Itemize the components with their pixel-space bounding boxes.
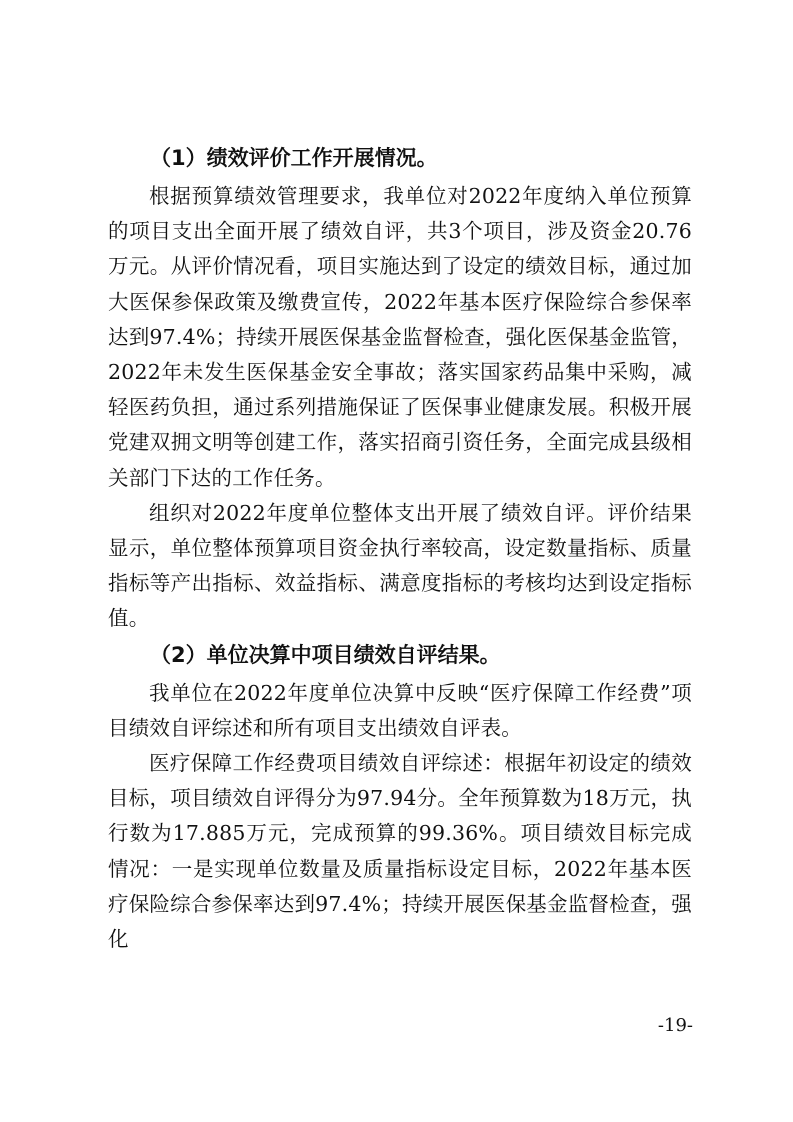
paragraph-4: 医疗保障工作经费项目绩效自评综述：根据年初设定的绩效目标，项目绩效自评得分为97.94分。全年预算数为18万元，执行数为17.885万元，完成预算的99.36%。项目绩效目标完成情况：一是实现单位数量及质量指标设定目标，2022年基本医疗保险综合参保率达到97.4%；持续开展医保基金监督检查，强化 [108,751,692,952]
section-heading-2: （2）单位决算中项目绩效自评结果。 [150,642,501,667]
paragraph-1: 根据预算绩效管理要求，我单位对2022年度纳入单位预算的项目支出全面开展了绩效自评，共3个项目，涉及资金20.76万元。从评价情况看，项目实施达到了设定的绩效目标，通过加大医保参保政策及缴费宣传，2022年基本医疗保险综合参保率达到97.4%；持续开展医保基金监督检查，强化医保基金监管，2022年未发生医保基金安全事故；落实国家药品集中采购，减轻医药负担，通过系列措施保证了医保事业健康发展。积极开展党建双拥文明等创建工作，落实招商引资任务，全面完成县级相关部门下达的工作任务。 [108,184,692,490]
page-number: -19- [657,1015,693,1036]
document-body [108,140,692,957]
paragraph-3: 我单位在2022年度单位决算中反映“医疗保障工作经费”项目绩效自评综述和所有项目支出绩效自评表。 [108,680,692,740]
paragraph-2: 组织对2022年度单位整体支出开展了绩效自评。评价结果显示，单位整体预算项目资金执行率较高，设定数量指标、质量指标等产出指标、效益指标、满意度指标的考核均达到设定指标值。 [108,500,692,631]
section-heading-1: （1）绩效评价工作开展情况。 [150,146,438,170]
